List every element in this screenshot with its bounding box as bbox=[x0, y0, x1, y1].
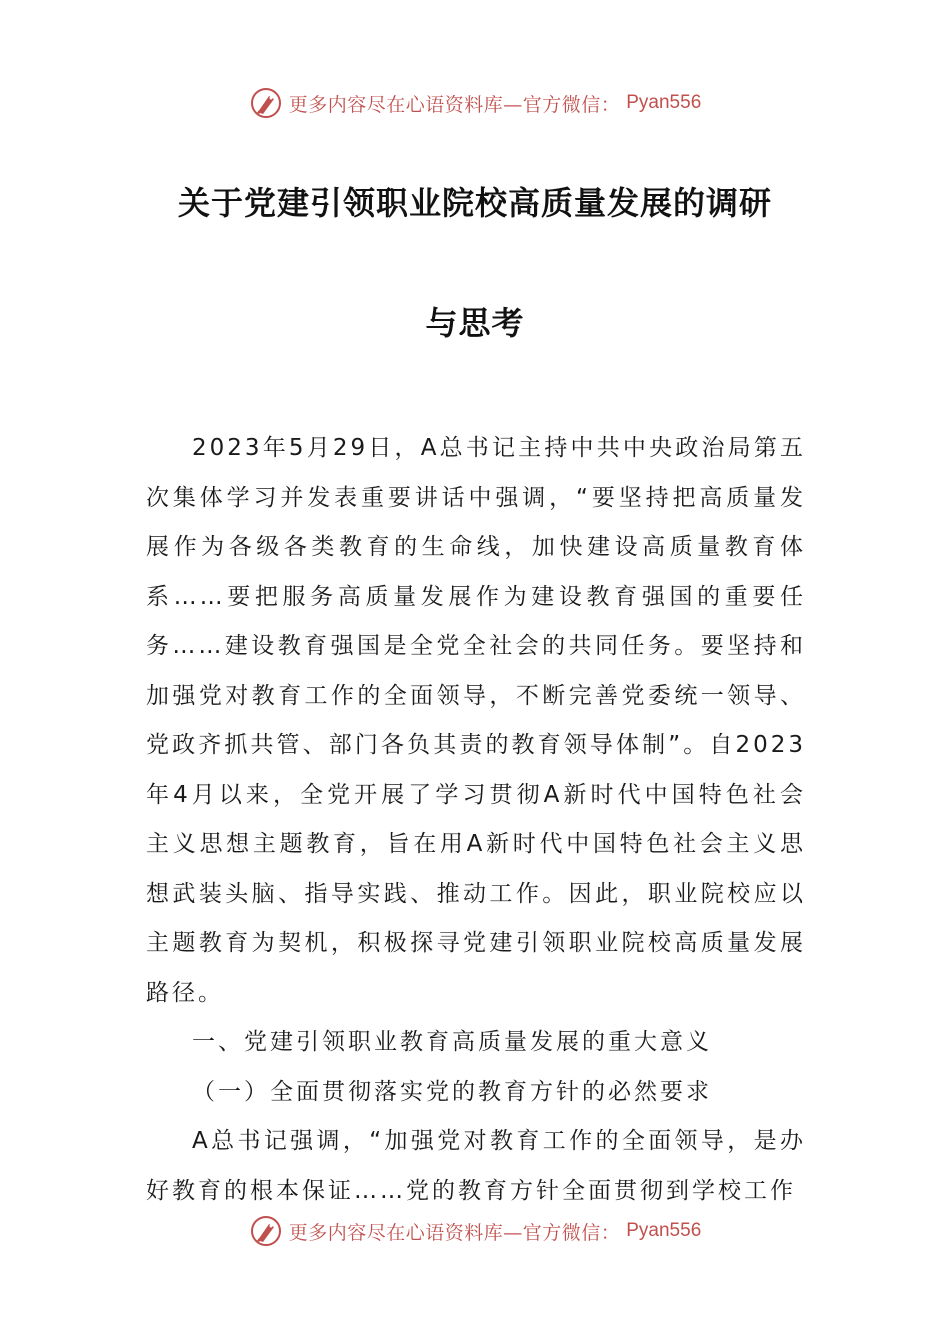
subsection-heading-1: （一）全面贯彻落实党的教育方针的必然要求 bbox=[192, 1078, 712, 1105]
body-paragraph-1: 2023年5月29日，A总书记主持中共中央政治局第五次集体学习并发表重要讲话中强调，“要坚持把高质量发展作为各级各类教育的生命线，加快建设高质量教育体系……要把服务高质量发展作为建设教育强国的重要任务……建设教育强国是全党全社会的共同任务。要坚持和加强党对教育工作的全面领导，不断完善党委统一领导、党政齐抓共管、部门各负其责的教育领导体制”。自2023年4月以来，全党开展了学习贯彻A新时代中国特色社会主义思想主题教育，旨在用A新时代中国特色社会主义思想武装头脑、指导实践、推动工作。因此，职业院校应以主题教育为契机，积极探寻党建引领职业院校高质量发展路径。 bbox=[146, 435, 806, 1006]
watermark-header bbox=[0, 86, 950, 120]
body-paragraph-2: A总书记强调，“加强党对教育工作的全面领导，是办好教育的根本保证……党的教育方针全面贯彻到学校工作 bbox=[146, 1128, 806, 1204]
pen-nib-logo-icon bbox=[249, 1214, 283, 1248]
watermark-wechat-id: Pyan556 bbox=[626, 92, 702, 113]
watermark-footer bbox=[0, 1214, 950, 1248]
watermark-text: 更多内容尽在心语资料库—官方微信： bbox=[288, 1221, 621, 1244]
pen-nib-logo-icon bbox=[249, 86, 283, 120]
document-body bbox=[146, 424, 806, 1216]
watermark-wechat-id: Pyan556 bbox=[626, 1220, 702, 1241]
watermark-text: 更多内容尽在心语资料库—官方微信： bbox=[288, 93, 621, 116]
document-title-line1: 关于党建引领职业院校高质量发展的调研 bbox=[177, 184, 772, 222]
section-heading-1: 一、党建引领职业教育高质量发展的重大意义 bbox=[192, 1029, 712, 1055]
document-title-line2: 与思考 bbox=[425, 304, 525, 342]
